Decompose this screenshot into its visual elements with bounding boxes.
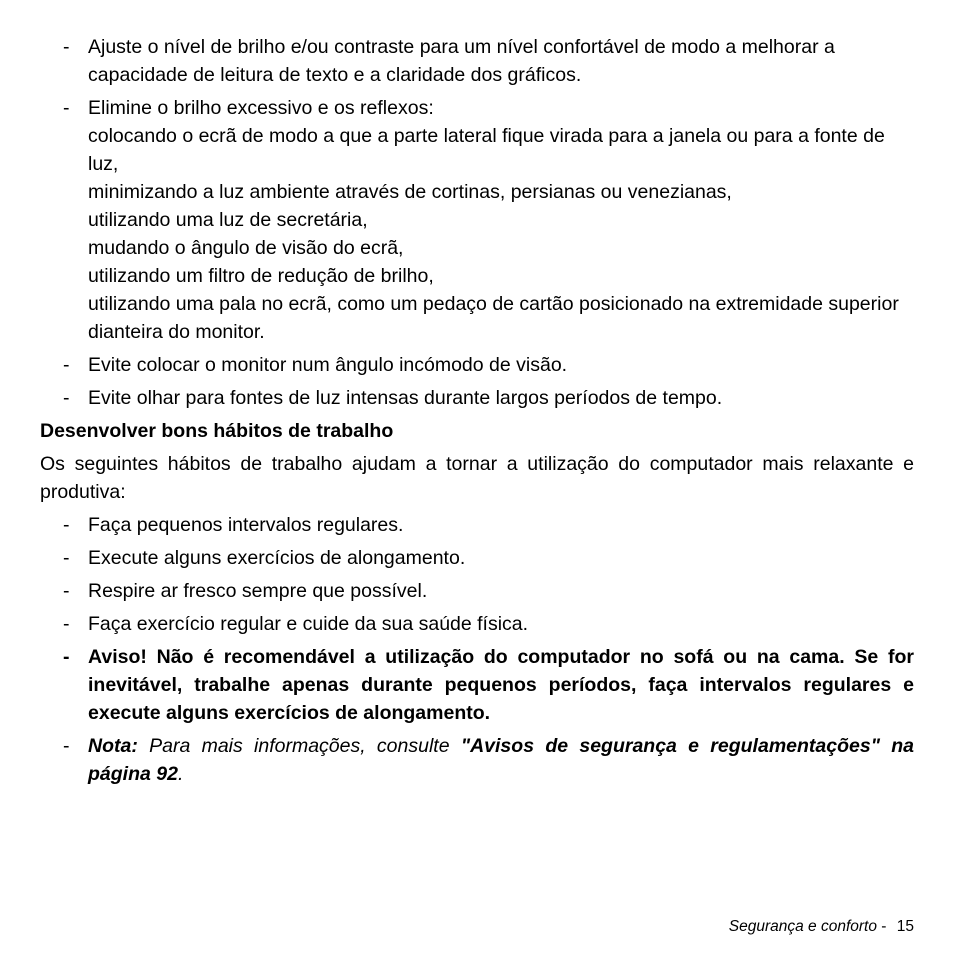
list-item-intro: Elimine o brilho excessivo e os reflexos:	[88, 97, 434, 119]
list-item	[40, 351, 914, 379]
bullet-dash: -	[63, 613, 70, 635]
display-settings-list	[40, 33, 914, 412]
list-item	[40, 610, 914, 638]
note-cross-reference-link[interactable]: "Avisos de segurança e regulamentações" na página 92	[88, 735, 914, 785]
sub-line: colocando o ecrã de modo a que a parte lateral fique virada para a janela ou para a fonte de luz,	[88, 125, 885, 175]
list-item	[40, 577, 914, 605]
list-item-text: Faça pequenos intervalos regulares.	[88, 514, 404, 536]
bullet-dash: -	[63, 547, 70, 569]
list-item-text: Execute alguns exercícios de alongamento.	[88, 547, 466, 569]
bullet-dash: -	[63, 354, 70, 376]
sub-line: utilizando um filtro de redução de brilho,	[88, 265, 434, 287]
page-content	[40, 33, 914, 793]
warning-item	[40, 643, 914, 727]
bullet-dash: -	[63, 97, 70, 119]
sub-line: mudando o ângulo de visão do ecrã,	[88, 237, 404, 259]
work-habits-list	[40, 511, 914, 788]
footer-separator: -	[876, 918, 891, 935]
list-item-text: Evite olhar para fontes de luz intensas durante largos períodos de tempo.	[88, 387, 723, 409]
warning-text: Aviso! Não é recomendável a utilização do computador no sofá ou na cama. Se for inevitável, trabalhe apenas durante pequenos períodos, faça intervalos regulares e execute alguns exercícios de alongamento.	[88, 646, 914, 724]
note-label: Nota:	[88, 735, 138, 757]
list-item-text: Faça exercício regular e cuide da sua saúde física.	[88, 613, 529, 635]
list-item-text: Respire ar fresco sempre que possível.	[88, 580, 428, 602]
footer-section-title: Segurança e conforto	[728, 918, 877, 935]
bullet-dash: -	[63, 387, 70, 409]
sub-line: minimizando a luz ambiente através de cortinas, persianas ou venezianas,	[88, 181, 732, 203]
page-footer	[729, 916, 914, 938]
note-end: .	[177, 763, 184, 785]
page-number: 15	[896, 918, 914, 935]
bullet-dash: -	[63, 36, 70, 58]
bullet-dash: -	[63, 735, 70, 757]
list-item	[40, 384, 914, 412]
list-item	[40, 511, 914, 539]
note-item	[40, 732, 914, 788]
list-item	[40, 33, 914, 89]
bullet-dash: -	[63, 514, 70, 536]
section-heading: Desenvolver bons hábitos de trabalho	[40, 420, 394, 442]
note-text: Para mais informações, consulte	[137, 735, 461, 757]
sub-line: utilizando uma pala no ecrã, como um pedaço de cartão posicionado na extremidade superior dianteira do monitor.	[88, 293, 899, 343]
list-item	[40, 94, 914, 346]
list-item	[40, 544, 914, 572]
bullet-dash: -	[63, 646, 70, 668]
sub-line: utilizando uma luz de secretária,	[88, 209, 368, 231]
list-item-text: Ajuste o nível de brilho e/ou contraste para um nível confortável de modo a melhorar a capacidade de leitura de texto e a claridade dos gráficos.	[88, 36, 835, 86]
bullet-dash: -	[63, 580, 70, 602]
section-intro: Os seguintes hábitos de trabalho ajudam a tornar a utilização do computador mais relaxante e produtiva:	[40, 453, 914, 503]
list-item-text: Evite colocar o monitor num ângulo incómodo de visão.	[88, 354, 568, 376]
